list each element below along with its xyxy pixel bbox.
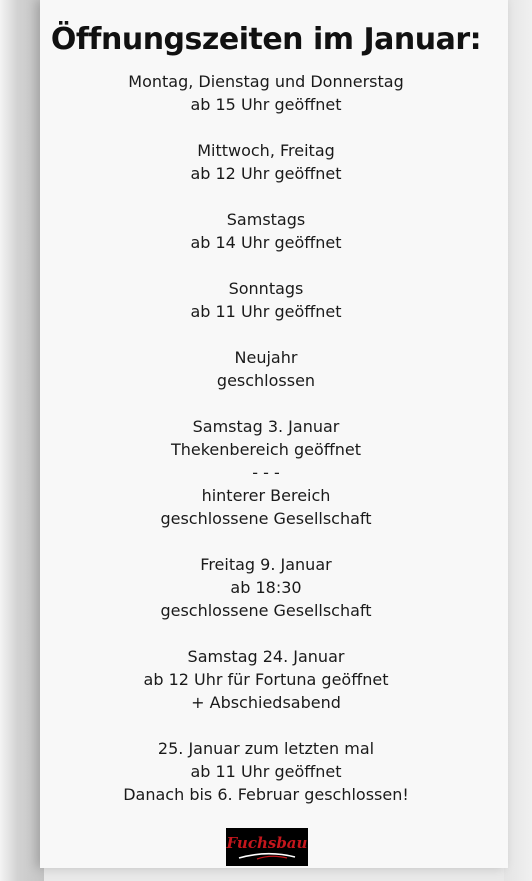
poster-title: Öffnungszeiten im Januar: bbox=[50, 22, 482, 57]
schedule-entry bbox=[0, 553, 532, 622]
schedule-entry bbox=[0, 277, 532, 323]
schedule-line: ab 14 Uhr geöffnet bbox=[190, 233, 342, 252]
schedule-line: 25. Januar zum letzten mal bbox=[157, 739, 375, 758]
schedule-line: Montag, Dienstag und Donnerstag bbox=[128, 72, 404, 91]
logo-swoosh-icon bbox=[237, 852, 297, 860]
schedule-entry bbox=[0, 645, 532, 714]
schedule-line: geschlossene Gesellschaft bbox=[160, 509, 372, 528]
schedule-line: Thekenbereich geöffnet bbox=[170, 440, 362, 459]
schedule-entry bbox=[0, 737, 532, 806]
schedule-entry bbox=[0, 139, 532, 185]
schedule-line: Samstag 24. Januar bbox=[187, 647, 345, 666]
schedule-line: Neujahr bbox=[234, 348, 298, 367]
schedule-line: Samstags bbox=[226, 210, 306, 229]
logo-wordmark: Fuchsbau bbox=[226, 833, 308, 852]
schedule-line: ab 11 Uhr geöffnet bbox=[190, 302, 342, 321]
fuchsbau-logo bbox=[226, 828, 308, 866]
schedule-line: ab 18:30 bbox=[230, 578, 302, 597]
schedule-line: geschlossene Gesellschaft bbox=[160, 601, 372, 620]
schedule-line: hinterer Bereich bbox=[201, 486, 331, 505]
schedule-line: ab 11 Uhr geöffnet bbox=[190, 762, 342, 781]
schedule-line: geschlossen bbox=[216, 371, 316, 390]
schedule-line: Freitag 9. Januar bbox=[200, 555, 332, 574]
schedule-entry bbox=[0, 415, 532, 530]
schedule-line: ab 15 Uhr geöffnet bbox=[190, 95, 342, 114]
schedule-line: ab 12 Uhr geöffnet bbox=[190, 164, 342, 183]
schedule-entry bbox=[0, 346, 532, 392]
schedule-entry bbox=[0, 208, 532, 254]
schedule-line: Sonntags bbox=[228, 279, 304, 298]
opening-hours-list bbox=[0, 70, 532, 829]
schedule-line: ab 12 Uhr für Fortuna geöffnet bbox=[143, 670, 389, 689]
schedule-line: - - - bbox=[252, 463, 280, 482]
schedule-line: + Abschiedsabend bbox=[191, 693, 341, 712]
schedule-line: Samstag 3. Januar bbox=[192, 417, 340, 436]
schedule-line: Danach bis 6. Februar geschlossen! bbox=[123, 785, 409, 804]
schedule-entry bbox=[0, 70, 532, 116]
schedule-line: Mittwoch, Freitag bbox=[197, 141, 335, 160]
